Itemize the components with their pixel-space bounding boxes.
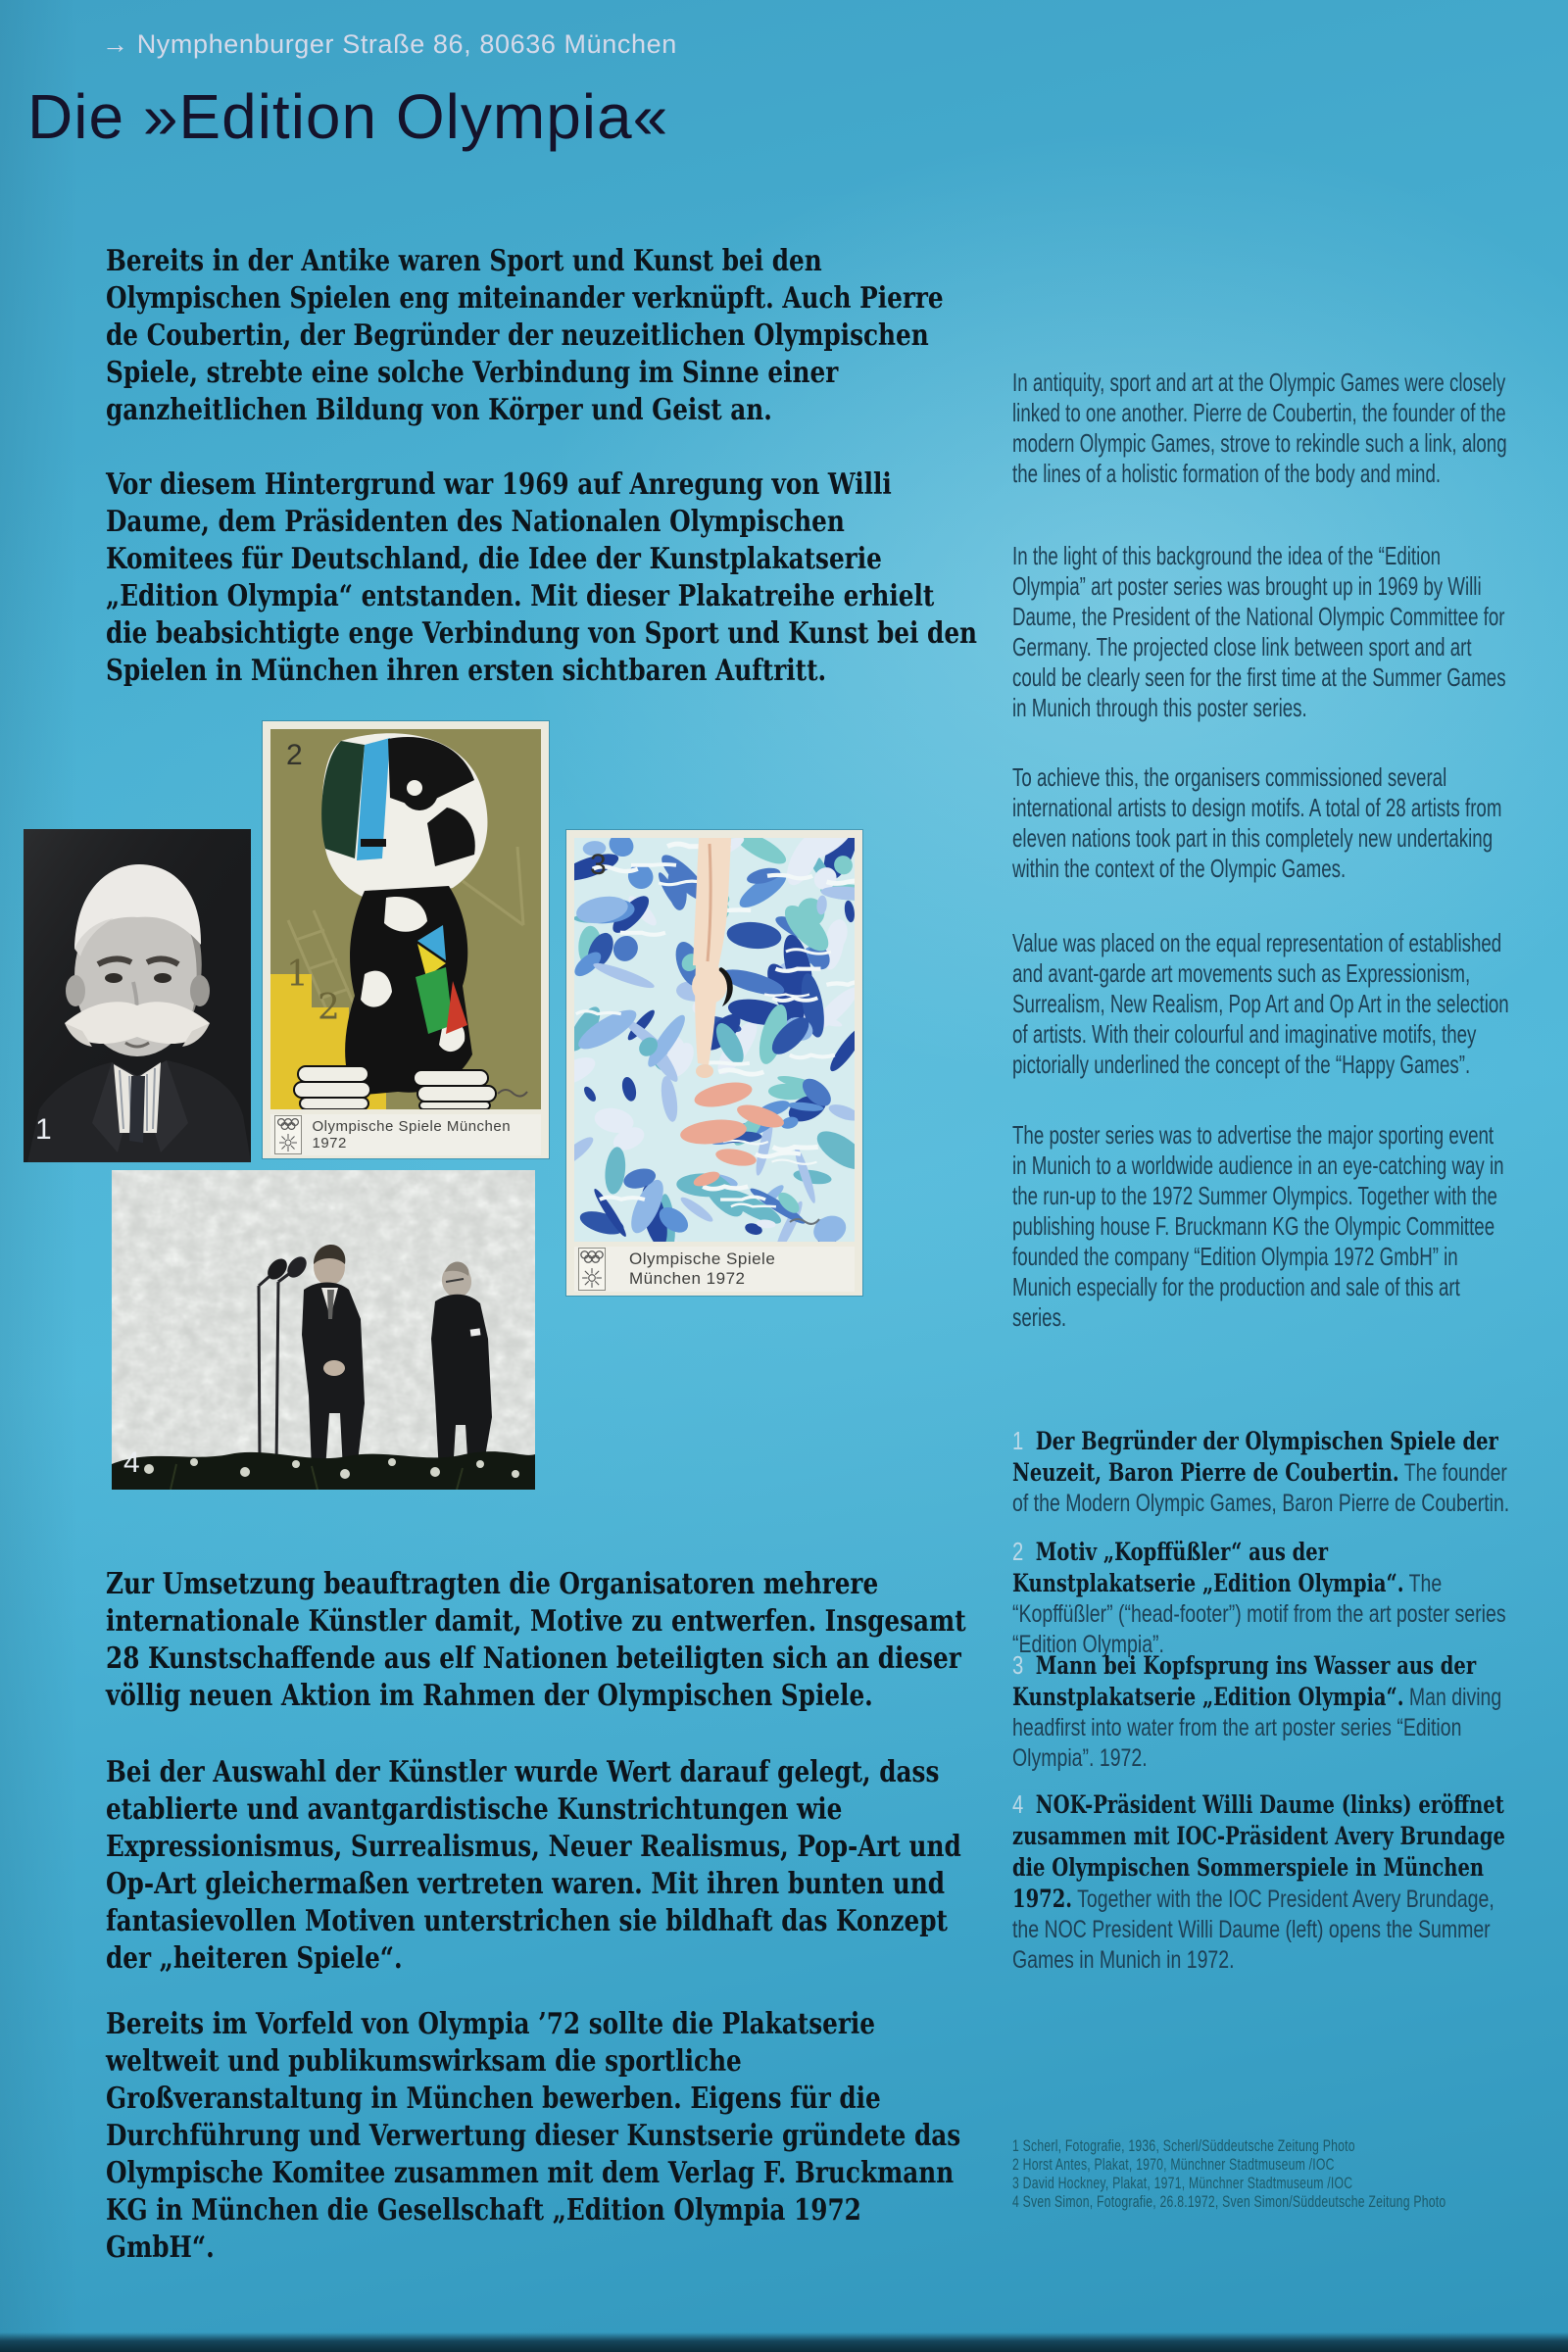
caption-number: 2 [1012,1537,1024,1566]
english-paragraph-2: In the light of this background the idea of the “Edition Olympia” art poster series was brought up in 1969 by Willi Daume, the President of the National Olympic Committee for Germany. The projected close link between sport and art could be clearly seen for the first time at the Summer Games in Munich through this poster series. [1012,541,1506,722]
poster-caption-strip [574,1247,855,1292]
credits-line: 3 David Hockney, Plakat, 1971, Münchner Stadtmuseum /IOC [1012,2174,1353,2192]
english-paragraph-5: The poster series was to advertise the major sporting event in Munich to a worldwide audience in an eye-catching way in the run-up to the 1972 Summer Olympics. Together with the publishing house F. Bruckmann KG the Olympic Committee founded the company “Edition Olympia 1972 GmbH” in Munich especially for the production and sale of this art series. [1012,1120,1504,1332]
figure-number-label: 2 [286,739,303,771]
poster-caption-strip [270,1114,541,1155]
figure-ceremony-photo [112,1170,535,1490]
caption-text-en: Together with the IOC President Avery Brundage, the NOC President Willi Daume (left) opens the Summer Games in Munich in 1972. [1012,1886,1494,1974]
svg-text:2: 2 [318,988,340,1028]
caption-text-en: The “Kopffüßler” (“head-footer”) motif from the art poster series “Edition Olympia”. [1012,1570,1506,1658]
english-paragraph-4: Value was placed on the equal representation of established and avant-garde art movements such as Expressionism, Surrealism, New Realism, Pop Art and Op Art in the selection of artists. With their colourful and imaginative motifs, they pictorially underlined the concept of the “Happy Games”. [1012,928,1509,1079]
poster-caption: Olympische Spiele München 1972 [312,1118,512,1152]
credits-line: 1 Scherl, Fotografie, 1936, Scherl/Süddeutsche Zeitung Photo [1012,2136,1355,2155]
figure-number-label: 3 [590,849,607,881]
figure-number-label: 4 [123,1446,140,1479]
olympic-rings-icon [276,1117,300,1131]
munich-spiral-icon [581,1267,603,1289]
munich-1972-emblem [578,1248,606,1291]
caption-text-de: Motiv „Kopffüßler“ aus der Kunstplakatserie „Edition Olympia“. [1012,1538,1404,1597]
figure-number-label: 1 [35,1113,52,1146]
caption-item-2 [1012,1537,1513,1660]
antes-poster-art [270,729,541,1109]
credits-line: 4 Sven Simon, Fotografie, 26.8.1972, Sven Simon/Süddeutsche Zeitung Photo [1012,2192,1446,2211]
svg-text:1: 1 [286,955,309,995]
caption-number: 3 [1012,1650,1024,1680]
caption-number: 1 [1012,1426,1024,1455]
hockney-poster-art [574,838,855,1242]
caption-item-3 [1012,1650,1513,1774]
figure-coubertin-portrait [24,829,251,1162]
munich-1972-emblem [274,1115,302,1154]
german-paragraph-1: Bereits in der Antike waren Sport und Kunst bei den Olympischen Spielen eng miteinander verknüpft. Auch Pierre de Coubertin, der Begründer der neuzeitlichen Olympischen Spiele, strebte eine solche Verbindung im Sinne einer ganzheitlichen Bildung von Körper und Geist an. [106,244,944,427]
caption-text-de: Der Begründer der Olympischen Spiele der Neuzeit, Baron Pierre de Coubertin. [1012,1427,1498,1487]
photo-credits [1012,2136,1506,2211]
figure-antes-poster [263,721,549,1158]
caption-text-en: Man diving headfirst into water from the art poster series “Edition Olympia”. 1972. [1012,1684,1502,1772]
caption-number: 4 [1012,1789,1024,1819]
page-title: Die »Edition Olympia« [27,81,669,152]
address-line: → Nymphenburger Straße 86, 80636 München [102,29,677,59]
coubertin-portrait-image [24,829,251,1162]
english-paragraph-3: To achieve this, the organisers commissioned several international artists to design motifs. A total of 28 artists from eleven nations took part in this completely new undertaking within the context of the Olympic Games. [1012,762,1502,883]
panel-bottom-edge [0,2332,1568,2352]
figure-hockney-poster [566,830,862,1296]
caption-text-en: The founder of the Modern Olympic Games, Baron Pierre de Coubertin. [1012,1459,1510,1517]
caption-item-1 [1012,1426,1513,1519]
german-paragraph-3: Zur Umsetzung beauftragten die Organisatoren mehrere internationale Künstler damit, Motive zu entwerfen. Insgesamt 28 Kunstschaffende aus elf Nationen beteiligten sich an dieser völlig neuen Aktion im Rahmen der Olympischen Spiele. [106,1567,966,1713]
caption-item-4 [1012,1789,1513,1976]
german-paragraph-5: Bereits im Vorfeld von Olympia ’72 sollte die Plakatserie weltweit und publikumswirksam die sportliche Großveranstaltung in München bewerben. Eigens für die Durchführung und Verwertung dieser Kunstserie gründete das Olympische Komitee zusammen mit dem Verlag F. Bruckmann KG in München die Gesellschaft „Edition Olympia 1972 GmbH“. [106,2007,961,2265]
ceremony-photo-image [112,1170,535,1490]
credits-line: 2 Horst Antes, Plakat, 1970, Münchner Stadtmuseum /IOC [1012,2155,1335,2174]
munich-spiral-icon [278,1133,298,1152]
german-paragraph-2: Vor diesem Hintergrund war 1969 auf Anregung von Willi Daume, dem Präsidenten des Nationalen Olympischen Komitees für Deutschland, die Idee der Kunstplakatserie „Edition Olympia“ entstanden. Mit dieser Plakatreihe erhielt die beabsichtigte enge Verbindung von Sport und Kunst bei den Spielen in München ihren ersten sichtbaren Auftritt. [106,467,978,688]
caption-text-de: Mann bei Kopfsprung ins Wasser aus der Kunstplakatserie „Edition Olympia“. [1012,1651,1477,1711]
german-paragraph-4: Bei der Auswahl der Künstler wurde Wert darauf gelegt, dass etablierte und avantgardistische Kunstrichtungen wie Expressionismus, Surrealismus, Neuer Realismus, Pop-Art und Op-Art gleichermaßen vertreten waren. Mit ihren bunten und fantasievollen Motiven unterstrichen sie bildhaft das Konzept der „heiteren Spiele“. [106,1755,961,1976]
olympic-rings-icon [579,1250,605,1264]
poster-caption: Olympische Spiele München 1972 [629,1250,776,1288]
caption-text-de: NOK-Präsident Willi Daume (links) eröffnet zusammen mit IOC-Präsident Avery Brundage die Olympischen Sommerspiele in München 1972. [1012,1790,1505,1913]
english-paragraph-1: In antiquity, sport and art at the Olympic Games were closely linked to one another. Pierre de Coubertin, the founder of the modern Olympic Games, strove to rekindle such a link, along the lines of a holistic formation of the body and mind. [1012,368,1507,488]
